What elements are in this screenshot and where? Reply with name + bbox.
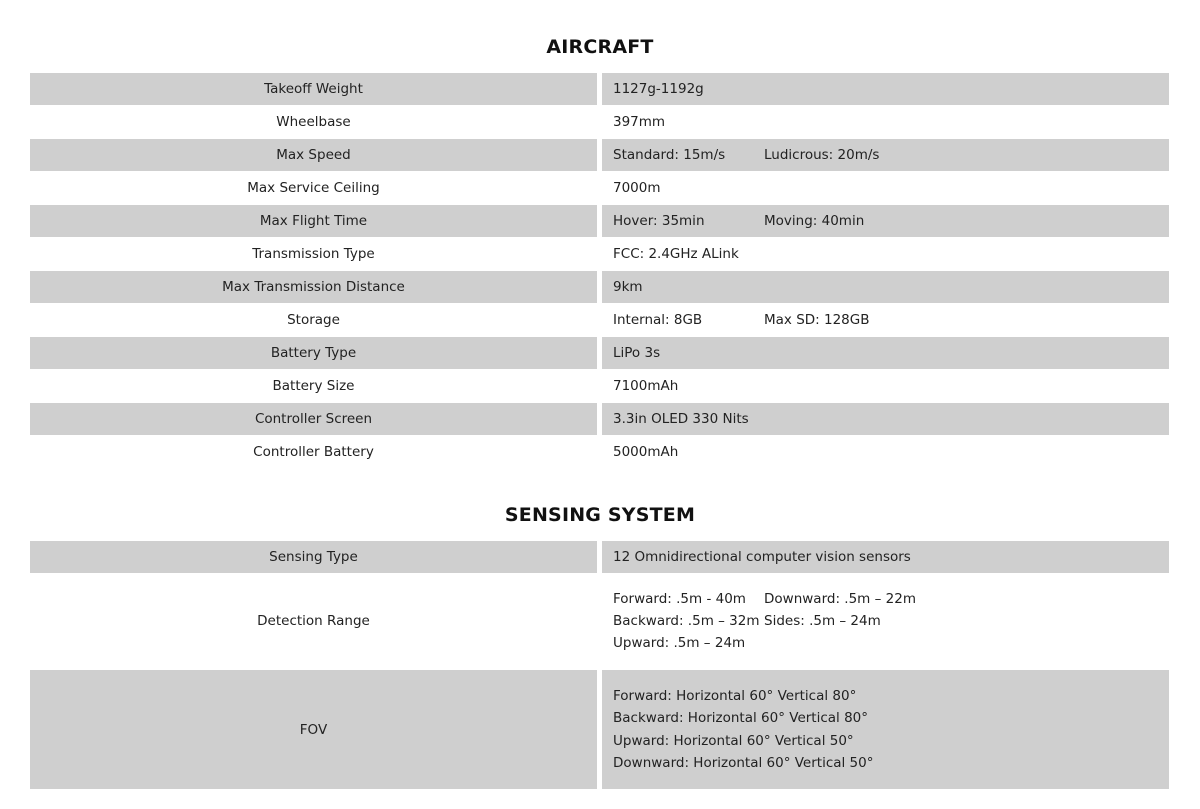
spec-value [602, 304, 1169, 336]
spec-label: Takeoff Weight [30, 73, 597, 105]
spec-value [602, 403, 1169, 435]
fov-forward: Forward: Horizontal 60° Vertical 80° [613, 687, 857, 704]
spec-value-primary: Internal: 8GB [613, 312, 703, 328]
detection-range-downward: Downward: .5m – 22m [764, 590, 916, 607]
spec-label: Max Service Ceiling [247, 180, 380, 196]
spec-label: Max Speed [30, 139, 597, 171]
spec-value-primary: 7000m [613, 180, 661, 196]
spec-value: 12 Omnidirectional computer vision sensors [602, 541, 1169, 573]
spec-row-max-flight-time [30, 205, 1169, 237]
spec-label: Wheelbase [276, 114, 351, 130]
spec-value [602, 172, 1169, 204]
detection-range-sides: Sides: .5m – 24m [764, 612, 881, 629]
spec-label: Sensing Type [30, 541, 597, 573]
spec-value-primary: 5000mAh [613, 444, 679, 460]
spec-value [602, 574, 1169, 668]
detection-range-upward: Upward: .5m – 24m [613, 635, 746, 652]
detection-line [613, 610, 881, 632]
spec-value [602, 139, 1169, 171]
spec-value [602, 205, 1169, 237]
spec-row-sensing-type [30, 541, 1169, 573]
spec-row-battery-type [30, 337, 1169, 369]
spec-value [602, 73, 1169, 105]
spec-row-max-speed [30, 139, 1169, 171]
spec-value [602, 436, 1169, 468]
spec-value-primary: FCC: 2.4GHz ALink [613, 246, 739, 262]
aircraft-section-title: AIRCRAFT [546, 36, 654, 58]
spec-value-primary: 1127g-1192g [613, 81, 704, 97]
spec-row-wheelbase [30, 106, 1169, 138]
spec-row-controller-battery [30, 436, 1169, 468]
detection-line [613, 632, 764, 654]
detection-range-backward: Backward: .5m – 32m [613, 612, 760, 629]
spec-label: FOV [30, 670, 597, 789]
spec-value [602, 670, 1169, 789]
spec-row-storage [30, 304, 1169, 336]
spec-label: Detection Range [257, 613, 370, 629]
spec-value-primary: 9km [613, 279, 643, 295]
spec-label: Max Flight Time [30, 205, 597, 237]
fov-upward: Upward: Horizontal 60° Vertical 50° [613, 732, 854, 749]
spec-label: Battery Size [272, 378, 355, 394]
spec-value-secondary: Ludicrous: 20m/s [764, 147, 880, 163]
spec-row-detection-range [30, 574, 1169, 668]
spec-row-controller-screen [30, 403, 1169, 435]
spec-row-battery-size [30, 370, 1169, 402]
spec-row-fov [30, 670, 1169, 789]
spec-label: Controller Screen [30, 403, 597, 435]
detection-range-forward: Forward: .5m - 40m [613, 590, 746, 607]
spec-label: Transmission Type [252, 246, 375, 262]
aircraft-spec-table [30, 73, 1169, 469]
spec-value-primary: 7100mAh [613, 378, 679, 394]
spec-value-primary: Standard: 15m/s [613, 147, 726, 163]
detection-line [613, 588, 916, 610]
spec-label: Storage [287, 312, 340, 328]
sensing-spec-table [30, 541, 1169, 789]
spec-value-primary: LiPo 3s [613, 345, 661, 361]
spec-value-primary: 3.3in OLED 330 Nits [613, 411, 749, 427]
spec-value [602, 337, 1169, 369]
spec-row-max-transmission-distance [30, 271, 1169, 303]
spec-value-secondary: Moving: 40min [764, 213, 865, 229]
spec-value [602, 370, 1169, 402]
spec-label: Battery Type [30, 337, 597, 369]
spec-value-secondary: Max SD: 128GB [764, 312, 870, 328]
spec-row-transmission-type [30, 238, 1169, 270]
spec-row-max-service-ceiling [30, 172, 1169, 204]
spec-value-primary: Hover: 35min [613, 213, 705, 229]
spec-value-primary: 397mm [613, 114, 666, 130]
spec-row-takeoff-weight [30, 73, 1169, 105]
fov-backward: Backward: Horizontal 60° Vertical 80° [613, 710, 869, 727]
spec-label: Controller Battery [253, 444, 374, 460]
spec-value [602, 238, 1169, 270]
spec-value [602, 106, 1169, 138]
spec-label: Max Transmission Distance [30, 271, 597, 303]
spec-value [602, 271, 1169, 303]
sensing-section-title: SENSING SYSTEM [504, 504, 696, 526]
fov-downward: Downward: Horizontal 60° Vertical 50° [613, 754, 874, 771]
